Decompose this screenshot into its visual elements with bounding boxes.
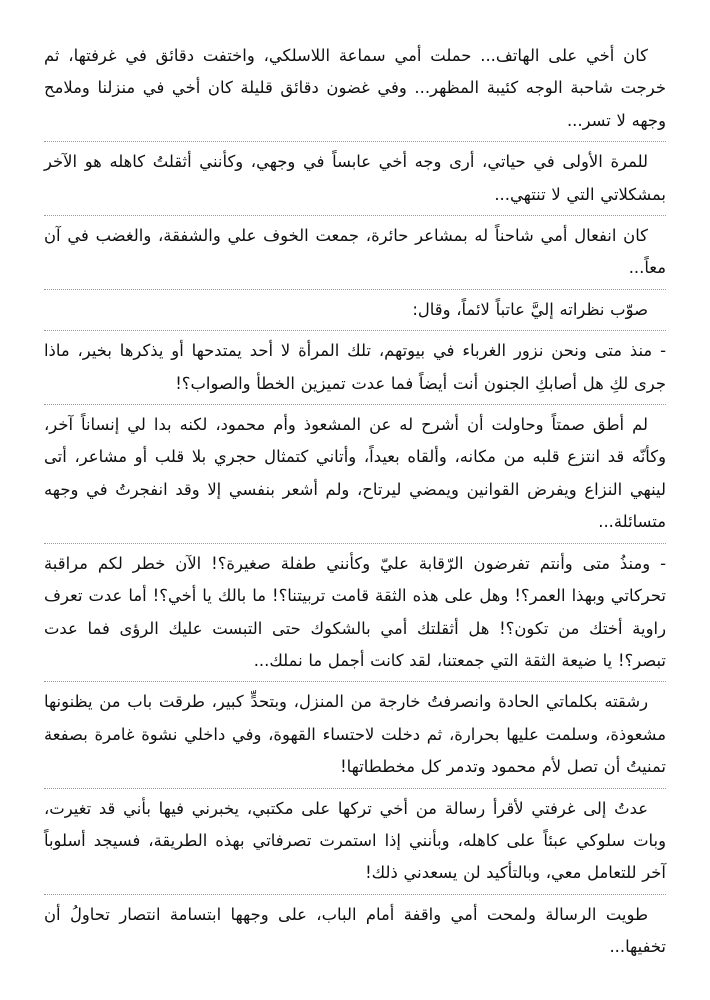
- paragraph-brother-frowning: للمرة الأولى في حياتي، أرى وجه أخي عابساً في وجهي، وكأنني أثقلتُ كاهله هو الآخر بمشكلاتي التي لا تنتهي...: [44, 146, 666, 216]
- paragraph-narrator-dialogue: - ومنذُ متى وأنتم تفرضون الرّقابة عليّ وكأنني طفلة صغيرة؟! الآن خطر لكم مراقبة تحركاتي وبهذا العمر؟! وهل على هذه الثقة قامت تربيتنا؟! ما بالك يا أخي؟! أما عدت تعرف راوية أختك من تكون؟! هل أثقلتك أمي بالشكوك حتى التبست عليك الرؤى فما عدت تبصر؟! يا ضيعة الثقة التي جمعتنا، لقد كانت أجمل ما نملك...: [44, 548, 666, 683]
- paragraph-phone-call: كان أخي على الهاتف... حملت أمي سماعة اللاسلكي، واختفت دقائق في غرفتها، ثم خرجت شاحبة الوجه كئيبة المظهر... وفي غضون دقائق قليلة كان أخي في منزلنا وملامح وجهه لا تسر...: [44, 40, 666, 142]
- paragraph-leaving-house: رشقته بكلماتي الحادة وانصرفتُ خارجة من المنزل، وبتحدٍّ كبير، طرقت باب من يظنونها مشعوذة، وسلمت عليها بحرارة، ثم دخلت لاحتساء القهوة، وفي داخلي نشوة غامرة بصفعة تمنيتُ أن تصل لأم محمود وتدمر كل مخططاتها!: [44, 686, 666, 788]
- paragraph-brother-dialogue: - منذ متى ونحن نزور الغرباء في بيوتهم، تلك المرأة لا أحد يمتدحها أو يذكرها بخير، ماذا جرى لكِ هل أصابكِ الجنون أنت أيضاً فما عدت تميزين الخطأ والصواب؟!: [44, 335, 666, 405]
- paragraph-brother-letter: عدتُ إلى غرفتي لأقرأ رسالة من أخي تركها على مكتبي، يخبرني فيها بأني قد تغيرت، وبات سلوكي عبئاً على كاهله، وبأنني إذا استمرت تصرفاتي بهذه الطريقة، فسيجد أسلوباً آخر للتعامل معي، وبالتأكيد لن يسعدني ذلك!: [44, 793, 666, 895]
- paragraph-mother-emotion: كان انفعال أمي شاحناً له بمشاعر حائرة، جمعت الخوف علي والشفقة، والغضب في آن معاً...: [44, 220, 666, 290]
- paragraph-brother-speaks: صوّب نظراته إليَّ عاتباً لائماً، وقال:: [44, 294, 666, 331]
- document-page: [44, 40, 666, 972]
- paragraph-mother-smile: طويت الرسالة ولمحت أمي واقفة أمام الباب، على وجهها ابتسامة انتصار تحاولُ أن تخفيها...: [44, 904, 666, 957]
- paragraph-narrator-reply: لم أطق صمتاً وحاولت أن أشرح له عن المشعوذ وأم محمود، لكنه بدا لي إنساناً آخر، وكأنّه قد انتزع قلبه من مكانه، وألقاه بعيداً، وأتاني كتمثال حجري بلا قلب أو مشاعر، أتى لينهي النزاع ويفرض القوانين ويمضي ليرتاح، ولم أشعر بنفسي إلا وقد انفجرتُ في وجهه متسائلة...: [44, 409, 666, 544]
